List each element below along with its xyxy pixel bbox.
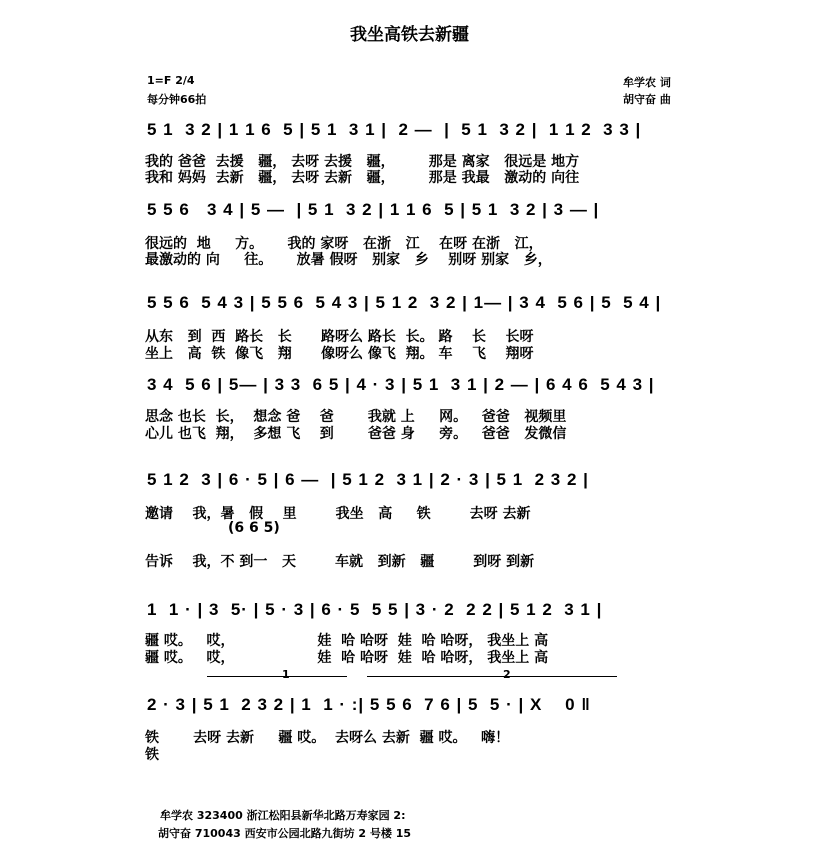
notes-row-5: 5 1 2 3 | 6 · 5 | 6 — | 5 1 2 3 1 | 2 · 3 | 5 1 2 3 2 |	[147, 470, 589, 489]
notes-row-2: 5 5 6 3 4 | 5 — | 5 1 3 2 | 1 1 6 5 | 5 1 3 2 | 3 — |	[147, 200, 600, 219]
alternate-notes: (6 6 5)	[228, 520, 280, 536]
lyrics-row-5-verse-2: 告诉 我，不 到一 天 车就 到新 疆 到呀 到新	[145, 554, 535, 570]
key-signature: 1=F 2/4	[147, 74, 195, 87]
footer-address-lyricist: 牟学农 323400 浙江松阳县新华北路万寿家园 2:	[160, 809, 406, 822]
lyricist: 牟学农 词	[623, 76, 671, 89]
volta-2-label: 2	[503, 668, 511, 681]
lyrics-row-5-verse-1: 邀请 我，暑 假 里 我坐 高 铁 去呀 去新	[145, 506, 531, 522]
notes-row-3: 5 5 6 5 4 3 | 5 5 6 5 4 3 | 5 1 2 3 2 | 1— | 3 4 5 6 | 5 5 4 |	[147, 293, 662, 312]
volta-2-bracket	[367, 676, 617, 677]
lyrics-row-4-verse-1: 思念 也长 长， 想念 爸 爸 我就 上 网。 爸爸 视频里	[145, 409, 567, 425]
lyrics-row-3-verse-1: 从东 到 西 路长 长 路呀么 路长 长。 路 长 长呀	[145, 329, 534, 345]
lyrics-row-7-verse-2: 铁	[145, 747, 159, 763]
lyrics-row-7-verse-1: 铁 去呀 去新 疆 哎。 去呀么 去新 疆 哎。 嗨！	[145, 730, 510, 746]
song-title: 我坐高铁去新疆	[350, 25, 469, 45]
lyrics-row-4-verse-2: 心儿 也飞 翔， 多想 飞 到 爸爸 身 旁。 爸爸 发微信	[145, 426, 567, 442]
footer-address-composer: 胡守奋 710043 西安市公园北路九街坊 2 号楼 15	[158, 827, 412, 840]
notes-row-4: 3 4 5 6 | 5— | 3 3 6 5 | 4 · 3 | 5 1 3 1 | 2 — | 6 4 6 5 4 3 |	[147, 375, 655, 394]
volta-1-label: 1	[282, 668, 290, 681]
composer: 胡守奋 曲	[623, 93, 671, 106]
lyrics-row-1-verse-2: 我和 妈妈 去新 疆， 去呀 去新 疆， 那是 我最 激动的 向往	[145, 170, 580, 186]
lyrics-row-6-verse-1: 疆 哎。 哎， 娃 哈 哈呀 娃 哈 哈呀， 我坐上 高	[145, 633, 549, 649]
lyrics-row-2-verse-2: 最激动的 向 往。 放暑 假呀 别家 乡 别呀 别家 乡，	[145, 252, 552, 268]
lyrics-row-2-verse-1: 很远的 地 方。 我的 家呀 在浙 江 在呀 在浙 江，	[145, 236, 543, 252]
lyrics-row-6-verse-2: 疆 哎。 哎， 娃 哈 哈呀 娃 哈 哈呀， 我坐上 高	[145, 650, 549, 666]
volta-1-bracket	[207, 676, 347, 677]
notes-row-6: 1 1 · | 3 5· | 5 · 3 | 6 · 5 5 5 | 3 · 2 2 2 | 5 1 2 3 1 |	[147, 600, 603, 619]
notes-row-1: 5 1 3 2 | 1 1 6 5 | 5 1 3 1 | 2 — | 5 1 3 2 | 1 1 2 3 3 |	[147, 120, 642, 139]
tempo: 每分钟66拍	[147, 93, 207, 106]
notes-row-7: 2 · 3 | 5 1 2 3 2 | 1 1 · :| 5 5 6 7 6 | 5 5 · | X 0 ‖	[147, 695, 591, 714]
lyrics-row-3-verse-2: 坐上 高 铁 像飞 翔 像呀么 像飞 翔。 车 飞 翔呀	[145, 346, 534, 362]
lyrics-row-1-verse-1: 我的 爸爸 去援 疆， 去呀 去援 疆， 那是 离家 很远是 地方	[145, 154, 580, 170]
